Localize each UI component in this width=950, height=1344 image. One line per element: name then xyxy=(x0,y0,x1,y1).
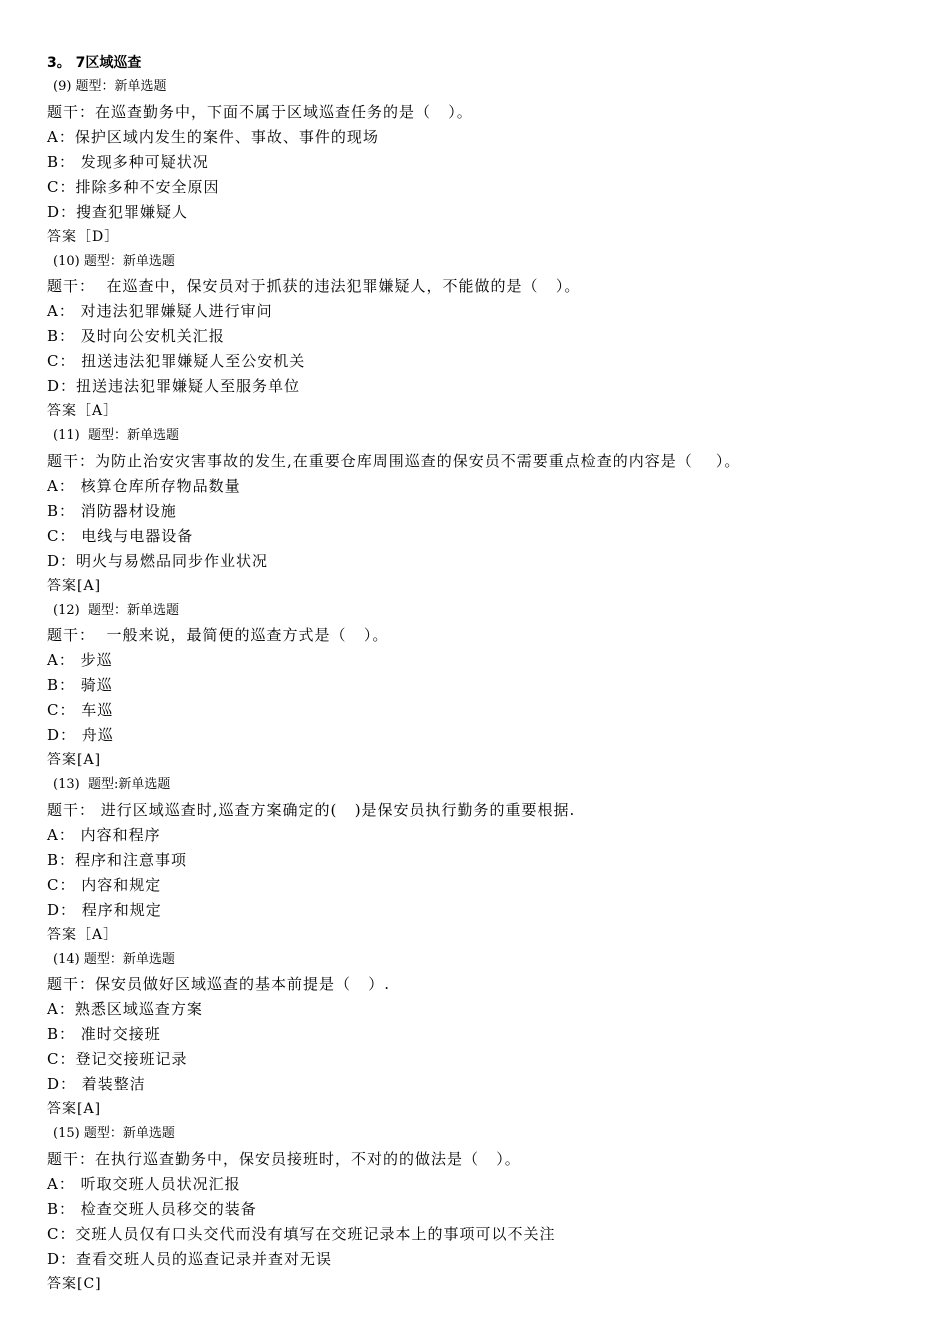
answer-option: A：保护区域内发生的案件、事故、事件的现场 xyxy=(47,128,379,146)
answer-option: A： 内容和程序 xyxy=(47,826,161,844)
answer-key: 答案［D］ xyxy=(47,229,120,245)
answer-option: C： 内容和规定 xyxy=(47,876,162,894)
question-type-label: (14) 题型：新单选题 xyxy=(53,952,175,967)
answer-option: C： 扭送违法犯罪嫌疑人至公安机关 xyxy=(47,352,306,370)
question-stem: 题干：为防止治安灾害事故的发生,在重要仓库周围巡查的保安员不需要重点检查的内容是（ ）。 xyxy=(47,452,741,470)
answer-option: A： 核算仓库所存物品数量 xyxy=(47,477,241,495)
answer-option: D： 程序和规定 xyxy=(47,901,162,919)
answer-option: C： 车巡 xyxy=(47,701,114,719)
answer-option: D：查看交班人员的巡查记录并查对无误 xyxy=(47,1250,333,1268)
answer-option: D：扭送违法犯罪嫌疑人至服务单位 xyxy=(47,377,301,395)
question-stem: 题干： 进行区域巡查时,巡查方案确定的( )是保安员执行勤务的重要根据. xyxy=(47,801,576,819)
answer-option: C：排除多种不安全原因 xyxy=(47,178,220,196)
answer-option: A： 步巡 xyxy=(47,651,113,669)
answer-option: B： 检查交班人员移交的装备 xyxy=(47,1200,257,1218)
answer-option: B： 骑巡 xyxy=(47,676,113,694)
question-type-label: (10) 题型：新单选题 xyxy=(53,254,175,269)
answer-option: C：登记交接班记录 xyxy=(47,1050,188,1068)
answer-key: 答案[A] xyxy=(47,1101,102,1117)
question-stem: 题干：在巡查勤务中，下面不属于区域巡查任务的是（ ）。 xyxy=(47,103,473,121)
question-type-label: (13) 题型:新单选题 xyxy=(53,777,171,792)
question-type-label: (11) 题型：新单选题 xyxy=(53,428,179,443)
question-stem: 题干： 一般来说，最简便的巡查方式是（ ）。 xyxy=(47,626,389,644)
answer-option: C：交班人员仅有口头交代而没有填写在交班记录本上的事项可以不关注 xyxy=(47,1225,556,1243)
answer-key: 答案[C] xyxy=(47,1276,102,1292)
question-stem: 题干： 在巡查中，保安员对于抓获的违法犯罪嫌疑人，不能做的是（ ）。 xyxy=(47,277,581,295)
question-type-label: (12) 题型：新单选题 xyxy=(53,603,179,618)
answer-option: B：程序和注意事项 xyxy=(47,851,188,869)
answer-option: A： 对违法犯罪嫌疑人进行审问 xyxy=(47,302,273,320)
question-type-label: (9) 题型：新单选题 xyxy=(53,79,167,94)
answer-option: D：明火与易燃品同步作业状况 xyxy=(47,552,269,570)
answer-key: 答案[A] xyxy=(47,578,102,594)
answer-option: A：熟悉区域巡查方案 xyxy=(47,1000,203,1018)
answer-option: B： 消防器材设施 xyxy=(47,502,177,520)
answer-key: 答案［A］ xyxy=(47,927,119,943)
answer-option: B： 发现多种可疑状况 xyxy=(47,153,209,171)
question-type-label: (15) 题型：新单选题 xyxy=(53,1126,175,1141)
answer-option: B： 及时向公安机关汇报 xyxy=(47,327,225,345)
answer-option: D： 舟巡 xyxy=(47,726,114,744)
answer-key: 答案［A］ xyxy=(47,403,119,419)
question-stem: 题干：在执行巡查勤务中，保安员接班时，不对的的做法是（ ）。 xyxy=(47,1150,521,1168)
answer-option: C： 电线与电器设备 xyxy=(47,527,194,545)
answer-option: A： 听取交班人员状况汇报 xyxy=(47,1175,241,1193)
answer-option: B： 准时交接班 xyxy=(47,1025,161,1043)
answer-key: 答案[A] xyxy=(47,752,102,768)
section-heading: 3。 7区域巡查 xyxy=(47,55,142,71)
answer-option: D：搜查犯罪嫌疑人 xyxy=(47,203,189,221)
question-stem: 题干：保安员做好区域巡查的基本前提是（ ）. xyxy=(47,975,391,993)
answer-option: D： 着装整洁 xyxy=(47,1075,146,1093)
